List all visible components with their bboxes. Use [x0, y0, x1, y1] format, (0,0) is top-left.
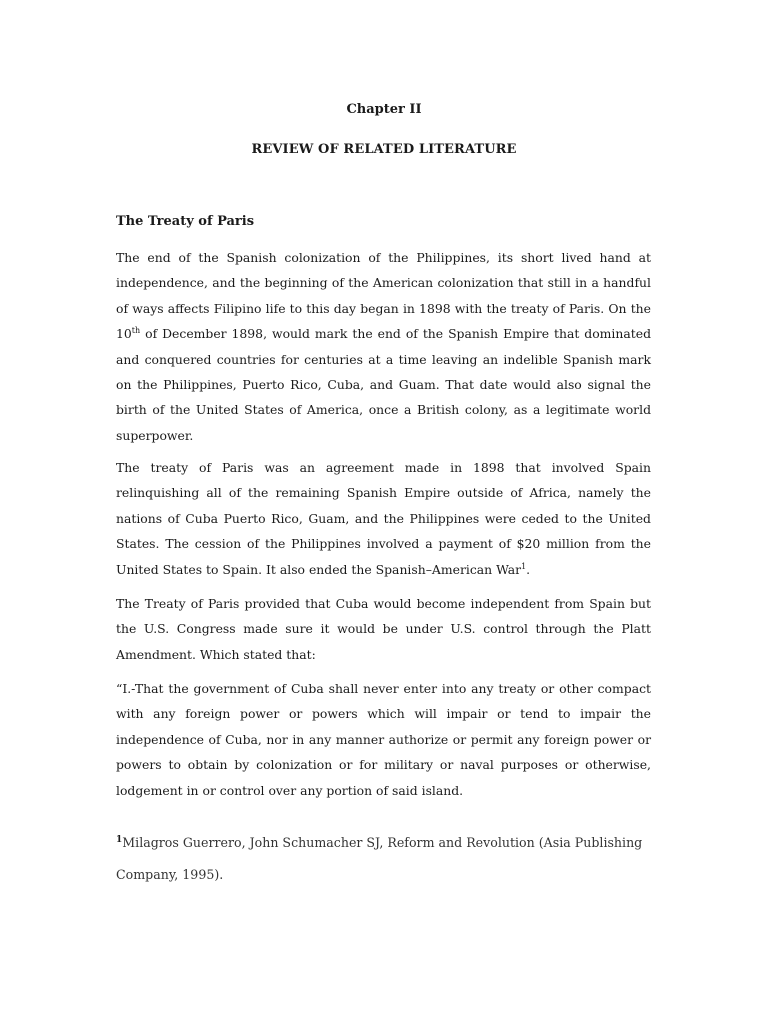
ordinal-suffix: th	[131, 326, 141, 336]
paragraph-1-text-b: of December 1898, would mark the end of the Spanish Empire that dominated and conquered countries for centuries at a time leaving an indelible Spanish mark on the Philippines, Puerto Rico, Cuba, and Guam. That date would also signal the birth of the United States of America, once a British colony, as a legitimate world superpower.	[116, 326, 651, 443]
paragraph-1-text-a: The end of the Spanish colonization of the Philippines, its short lived hand at independence, and the beginning of the American colonization that still in a handful of ways affects Filipino life to this day began in 1898 with the treaty of Paris. On the 10	[116, 250, 651, 342]
footnote-text: Milagros Guerrero, John Schumacher SJ, Reform and Revolution (Asia Publishing Company, 1995).	[116, 835, 643, 882]
chapter-title: Chapter II	[346, 102, 422, 117]
footnote-reference: 1	[521, 561, 527, 571]
paragraph-2	[116, 455, 651, 582]
paragraph-2-text-b: .	[526, 561, 531, 577]
paragraph-3: The Treaty of Paris provided that Cuba would become independent from Spain but the U.S. Congress made sure it would be under U.S. control through the Platt Amendment. Which stated that:	[116, 596, 651, 662]
paragraph-1	[116, 245, 651, 448]
footnote-marker: 1	[116, 835, 123, 845]
paragraph-4-quote: “I.-That the government of Cuba shall never enter into any treaty or other compact with any foreign power or powers which will impair or tend to impair the independence of Cuba, nor in any manner authorize or permit any foreign power or powers to obtain by colonization or for military or naval purposes or otherwise, lodgement in or control over any portion of said island.	[116, 681, 651, 798]
chapter-subtitle: REVIEW OF RELATED LITERATURE	[251, 142, 517, 157]
section-heading: The Treaty of Paris	[116, 214, 255, 229]
paragraph-2-text-a: The treaty of Paris was an agreement made in 1898 that involved Spain relinquishing all of the remaining Spanish Empire outside of Africa, namely the nations of Cuba Puerto Rico, Guam, and the Philippines were ceded to the United States. The cession of the Philippines involved a payment of $20 million from the United States to Spain. It also ended the Spanish–American War	[116, 460, 651, 577]
footnote	[116, 827, 656, 891]
